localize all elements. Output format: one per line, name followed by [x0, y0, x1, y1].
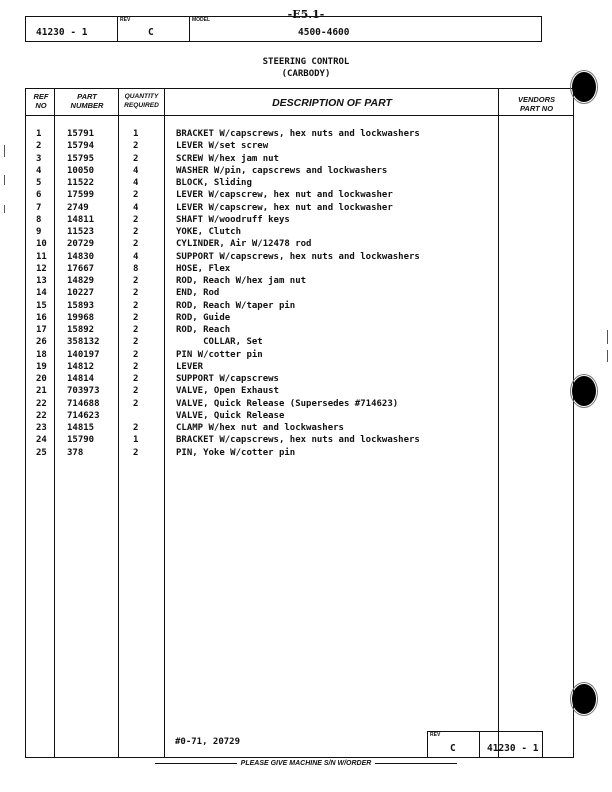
description-cell: ROD, Reach W/hex jam nut: [176, 276, 307, 286]
footer-note-text: PLEASE GIVE MACHINE S/N W/ORDER: [240, 760, 372, 767]
part-number-cell: 378: [67, 447, 84, 458]
description-cell: COLLAR, Set: [176, 337, 263, 348]
description-cell: ROD, Reach: [176, 325, 231, 335]
ref-cell: 9: [36, 227, 42, 237]
margin-mark: [607, 350, 608, 362]
quantity-cell: 2: [133, 447, 139, 458]
page-title: [0, 56, 612, 80]
header-model-value: 4500-4600: [298, 27, 350, 38]
binder-hole-top: [572, 72, 596, 102]
part-number-cell: 10050: [67, 165, 95, 176]
ref-cell: 12: [36, 263, 47, 274]
quantity-cell: 4: [133, 251, 139, 262]
header-rule: [26, 115, 573, 116]
part-number-cell: 358132: [67, 337, 100, 348]
quantity-cell: 2: [133, 214, 139, 225]
quantity-cell: 2: [133, 374, 139, 384]
description-cell: BRACKET W/capscrews, hex nuts and lockwashers: [176, 129, 420, 139]
margin-mark: [4, 145, 5, 157]
ref-cell: 18: [36, 349, 47, 360]
col-header-vendors-line1: VENDORS: [517, 95, 556, 104]
description-cell: YOKE, Clutch: [176, 227, 242, 237]
part-number-cell: 15791: [67, 129, 95, 139]
ref-cell: 11: [36, 251, 47, 262]
part-number-cell: 15795: [67, 153, 95, 164]
quantity-cell: 2: [133, 423, 139, 433]
part-number-cell: 15893: [67, 300, 95, 311]
description-cell: ROD, Guide: [176, 312, 231, 323]
description-cell: LEVER W/set screw: [176, 141, 269, 152]
ref-cell: 7: [36, 202, 42, 213]
part-number-cell: 15892: [67, 325, 95, 335]
col-header-part: [56, 92, 118, 110]
description-cell: CYLINDER, Air W/12478 rod: [176, 239, 312, 250]
col-header-vendors: [500, 95, 573, 113]
quantity-cell: 2: [133, 337, 139, 348]
part-number-cell: 11522: [67, 178, 95, 188]
col-header-desc: DESCRIPTION OF PART: [272, 97, 392, 109]
part-number-cell: 14811: [67, 214, 95, 225]
quantity-cell: 2: [133, 398, 139, 409]
divider-desc: [498, 89, 499, 757]
footer-box: [427, 731, 543, 758]
quantity-cell: 2: [133, 361, 139, 372]
description-cell: SCREW W/hex jam nut: [176, 153, 279, 164]
divider-qty: [164, 89, 165, 757]
quantity-cell: 4: [133, 165, 139, 176]
description-cell: VALVE, Quick Release (Supersedes #714623): [176, 398, 399, 409]
header-part-cell: [26, 17, 118, 41]
margin-mark: [607, 330, 608, 344]
quantity-cell: 2: [133, 312, 139, 323]
page-number: -E5.1-: [287, 8, 325, 21]
header-part-number: 41230 - 1: [36, 27, 88, 38]
header-rev-cell: [118, 17, 190, 41]
footer-rule-left: [155, 763, 237, 764]
ref-cell: 23: [36, 423, 47, 433]
quantity-cell: 8: [133, 263, 139, 274]
quantity-cell: 2: [133, 141, 139, 152]
ref-cell: 22: [36, 398, 47, 409]
quantity-cell: 4: [133, 202, 139, 213]
part-number-cell: 14815: [67, 423, 95, 433]
part-number-cell: 15790: [67, 435, 95, 446]
description-cell: BLOCK, Sliding: [176, 178, 252, 188]
description-cell: LEVER: [176, 361, 204, 372]
col-header-ref-line1: REF: [33, 92, 49, 101]
part-number-cell: 20729: [67, 239, 95, 250]
header-box: [25, 16, 542, 42]
footer-rev-value: C: [450, 743, 456, 754]
footer-part-cell: [480, 732, 542, 757]
quantity-cell: 2: [133, 288, 139, 299]
description-cell: SUPPORT W/capscrews, hex nuts and lockwashers: [176, 251, 420, 262]
footer-note: [0, 760, 612, 767]
ref-cell: 13: [36, 276, 47, 286]
col-header-part-line1: PART: [77, 92, 97, 101]
part-number-cell: 14812: [67, 361, 95, 372]
header-model-label: MODEL: [192, 17, 211, 23]
part-number-cell: 14830: [67, 251, 95, 262]
part-number-cell: 14829: [67, 276, 95, 286]
description-cell: PIN, Yoke W/cotter pin: [176, 447, 296, 458]
col-header-qty: [119, 92, 164, 110]
footer-part-number: 41230 - 1: [487, 743, 539, 754]
footer-rev-cell: [428, 732, 480, 757]
part-number-cell: 714688: [67, 398, 100, 409]
divider-ref: [54, 89, 55, 757]
quantity-cell: 2: [133, 386, 139, 397]
parts-table: [25, 88, 574, 758]
binder-hole-middle: [572, 376, 596, 406]
quantity-cell: 4: [133, 178, 139, 188]
quantity-cell: 2: [133, 300, 139, 311]
footer-reference: #0-71, 20729: [175, 737, 241, 747]
quantity-cell: 1: [133, 435, 139, 446]
ref-cell: 14: [36, 288, 47, 299]
ref-cell: 15: [36, 300, 47, 311]
description-cell: LEVER W/capscrew, hex nut and lockwasher: [176, 202, 393, 213]
description-cell: VALVE, Quick Release: [176, 410, 285, 421]
description-cell: VALVE, Open Exhaust: [176, 386, 279, 397]
ref-cell: 2: [36, 141, 42, 152]
footer-rule-right: [375, 763, 457, 764]
ref-cell: 26: [36, 337, 47, 348]
part-number-cell: 11523: [67, 227, 95, 237]
part-number-cell: 15794: [67, 141, 95, 152]
col-header-qty-line1: QUANTITY: [124, 93, 159, 100]
quantity-cell: 2: [133, 239, 139, 250]
header-model-cell: [190, 17, 541, 41]
col-header-ref: [28, 92, 54, 110]
description-cell: SHAFT W/woodruff keys: [176, 214, 290, 225]
part-number-cell: 14814: [67, 374, 95, 384]
part-number-cell: 17667: [67, 263, 95, 274]
part-number-cell: 19968: [67, 312, 95, 323]
description-cell: ROD, Reach W/taper pin: [176, 300, 296, 311]
header-rev-label: REV: [120, 17, 131, 23]
ref-cell: 21: [36, 386, 47, 397]
ref-cell: 24: [36, 435, 47, 446]
ref-cell: 20: [36, 374, 47, 384]
ref-cell: 16: [36, 312, 47, 323]
col-header-ref-line2: NO: [35, 101, 47, 110]
description-cell: SUPPORT W/capscrews: [176, 374, 279, 384]
ref-cell: 4: [36, 165, 42, 176]
description-cell: END, Rod: [176, 288, 220, 299]
title-line-1: STEERING CONTROL: [262, 57, 350, 67]
ref-cell: 19: [36, 361, 47, 372]
quantity-cell: 2: [133, 190, 139, 201]
description-cell: LEVER W/capscrew, hex nut and lockwasher: [176, 190, 393, 201]
quantity-cell: 2: [133, 153, 139, 164]
title-line-2: (CARBODY): [281, 69, 331, 79]
part-number-cell: 703973: [67, 386, 100, 397]
description-cell: PIN W/cotter pin: [176, 349, 263, 360]
ref-cell: 6: [36, 190, 42, 201]
quantity-cell: 2: [133, 325, 139, 335]
ref-cell: 17: [36, 325, 47, 335]
description-cell: WASHER W/pin, capscrews and lockwashers: [176, 165, 388, 176]
quantity-cell: 2: [133, 349, 139, 360]
margin-mark: [4, 205, 5, 213]
part-number-cell: 10227: [67, 288, 95, 299]
part-number-cell: 2749: [67, 202, 89, 213]
description-cell: BRACKET W/capscrews, hex nuts and lockwashers: [176, 435, 420, 446]
quantity-cell: 1: [133, 129, 139, 139]
header-rev-value: C: [148, 27, 154, 38]
ref-cell: 8: [36, 214, 42, 225]
description-cell: HOSE, Flex: [176, 263, 231, 274]
part-number-cell: 17599: [67, 190, 95, 201]
ref-cell: 10: [36, 239, 47, 250]
ref-cell: 3: [36, 153, 42, 164]
quantity-cell: 2: [133, 227, 139, 237]
ref-cell: 5: [36, 178, 42, 188]
col-header-vendors-line2: PART NO: [519, 104, 554, 113]
col-header-part-line2: NUMBER: [70, 101, 104, 110]
ref-cell: 1: [36, 129, 42, 139]
footer-rev-label: REV: [430, 732, 441, 738]
quantity-cell: 2: [133, 276, 139, 286]
ref-cell: 22: [36, 410, 47, 421]
ref-cell: 25: [36, 447, 47, 458]
divider-part: [118, 89, 119, 757]
part-number-cell: 714623: [67, 410, 100, 421]
margin-mark: [4, 175, 5, 185]
binder-hole-bottom: [572, 684, 596, 714]
col-header-qty-line2: REQUIRED: [124, 102, 159, 109]
description-cell: CLAMP W/hex nut and lockwashers: [176, 423, 344, 433]
part-number-cell: 140197: [67, 349, 100, 360]
